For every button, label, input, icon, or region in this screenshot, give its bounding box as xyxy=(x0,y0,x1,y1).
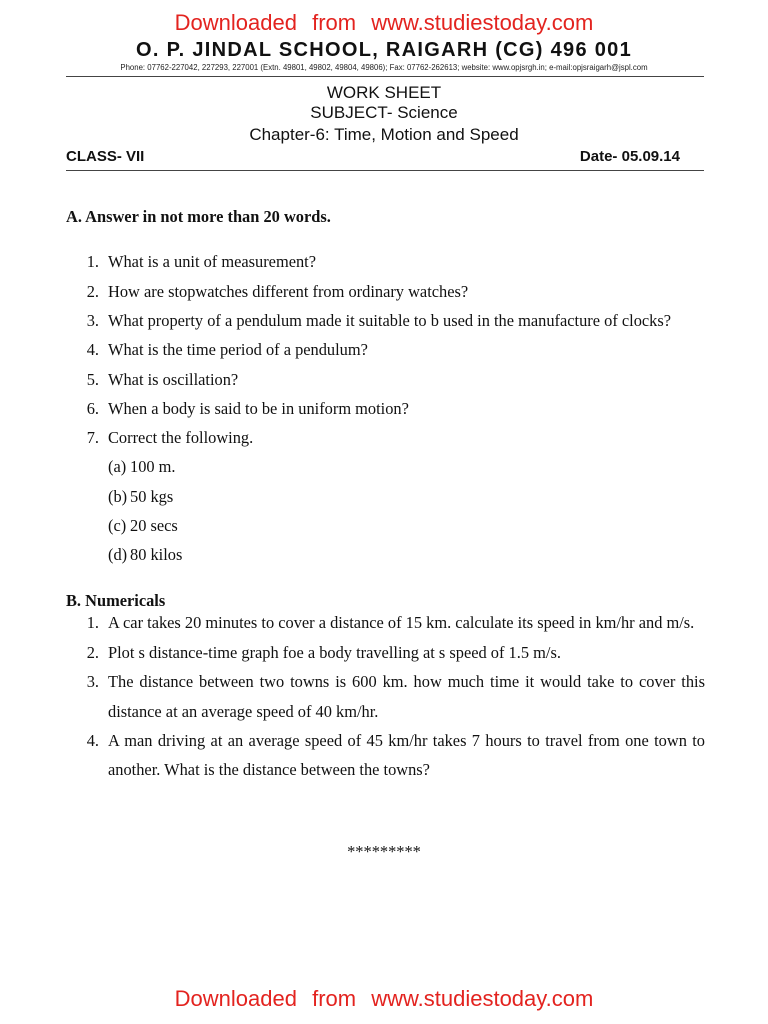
question-number: 2. xyxy=(86,281,99,301)
worksheet-title: WORK SHEET xyxy=(326,83,442,102)
question-text: What is a unit of measurement? xyxy=(108,252,316,272)
header-divider xyxy=(66,76,704,77)
question-number: 6. xyxy=(86,398,99,418)
worksheet-chapter: Chapter-6: Time, Motion and Speed xyxy=(249,125,519,144)
question-text: What is the time period of a pendulum? xyxy=(108,340,368,360)
question-item xyxy=(66,247,705,276)
question-item xyxy=(66,277,705,306)
section-a-question-list xyxy=(66,247,705,569)
question-text: Plot s distance-time graph foe a body travelling at s speed of 1.5 m/s. xyxy=(108,642,561,662)
question-item xyxy=(66,335,705,364)
date-label: Date- 05.09.14 xyxy=(579,148,680,165)
question-number: 1. xyxy=(86,252,99,272)
question-number: 7. xyxy=(86,428,99,448)
question-number: 4. xyxy=(86,730,99,750)
question-text: What is oscillation? xyxy=(108,369,239,389)
worksheet-subject: SUBJECT- Science xyxy=(310,103,458,122)
question-text: Correct the following. xyxy=(108,428,254,448)
end-of-worksheet-mark: ********* xyxy=(347,842,421,861)
sub-item-text: 80 kilos xyxy=(130,545,183,565)
question-number: 3. xyxy=(86,310,99,330)
question-number: 4. xyxy=(86,340,99,360)
question-text: The distance between two towns is 600 km. how much time it would take to cover this distance at an average speed of 40 km/hr. xyxy=(108,672,705,721)
question-text: How are stopwatches different from ordinary watches? xyxy=(108,281,469,301)
download-banner-bottom: Downloaded from www.studiestoday.com xyxy=(174,986,594,1011)
section-b-heading: B. Numericals xyxy=(66,591,166,610)
question-item xyxy=(66,667,705,726)
question-number: 5. xyxy=(86,369,99,389)
sub-item xyxy=(108,452,705,481)
sub-item xyxy=(108,540,705,569)
section-a-heading: A. Answer in not more than 20 words. xyxy=(66,207,331,226)
question-text: A man driving at an average speed of 45 km/hr takes 7 hours to travel from one town to another. What is the distance between the towns? xyxy=(108,730,705,780)
sub-item-label: (c) xyxy=(108,516,127,536)
question-number: 2. xyxy=(86,642,99,662)
question-text: What property of a pendulum made it suitable to b used in the manufacture of clocks? xyxy=(108,310,672,330)
sub-item xyxy=(108,511,705,540)
class-label: CLASS- VII xyxy=(66,148,145,165)
sub-item xyxy=(108,482,705,511)
sub-item-text: 100 m. xyxy=(130,457,176,477)
sub-item-label: (d) xyxy=(108,545,128,565)
question-text: A car takes 20 minutes to cover a distance of 15 km. calculate its speed in km/hr and m/s. xyxy=(108,613,695,633)
sub-item-text: 20 secs xyxy=(130,516,178,536)
sub-item-label: (a) xyxy=(108,457,127,477)
question-text: When a body is said to be in uniform motion? xyxy=(108,398,409,418)
school-name: O. P. JINDAL SCHOOL, RAIGARH (CG) 496 001 xyxy=(136,39,632,61)
school-contact-line: Phone: 07762-227042, 227293, 227001 (Extn. 49801, 49802, 49804, 49806); Fax: 07762-262613; website: www.opjsrgh.in; e-mail:opjsraigarh@jspl.com xyxy=(120,63,648,72)
question-number: 3. xyxy=(86,672,99,692)
meta-divider xyxy=(66,170,704,171)
section-b-question-list xyxy=(66,608,705,784)
question-item xyxy=(66,608,705,637)
question-item xyxy=(66,365,705,394)
question-item xyxy=(66,394,705,423)
question-number: 1. xyxy=(86,613,99,633)
question-item xyxy=(66,638,705,667)
download-banner-top: Downloaded from www.studiestoday.com xyxy=(174,10,594,35)
question-item xyxy=(66,306,705,335)
question-item xyxy=(66,423,705,452)
sub-item-text: 50 kgs xyxy=(130,486,174,506)
question-item xyxy=(66,726,705,785)
sub-item-label: (b) xyxy=(108,486,128,506)
